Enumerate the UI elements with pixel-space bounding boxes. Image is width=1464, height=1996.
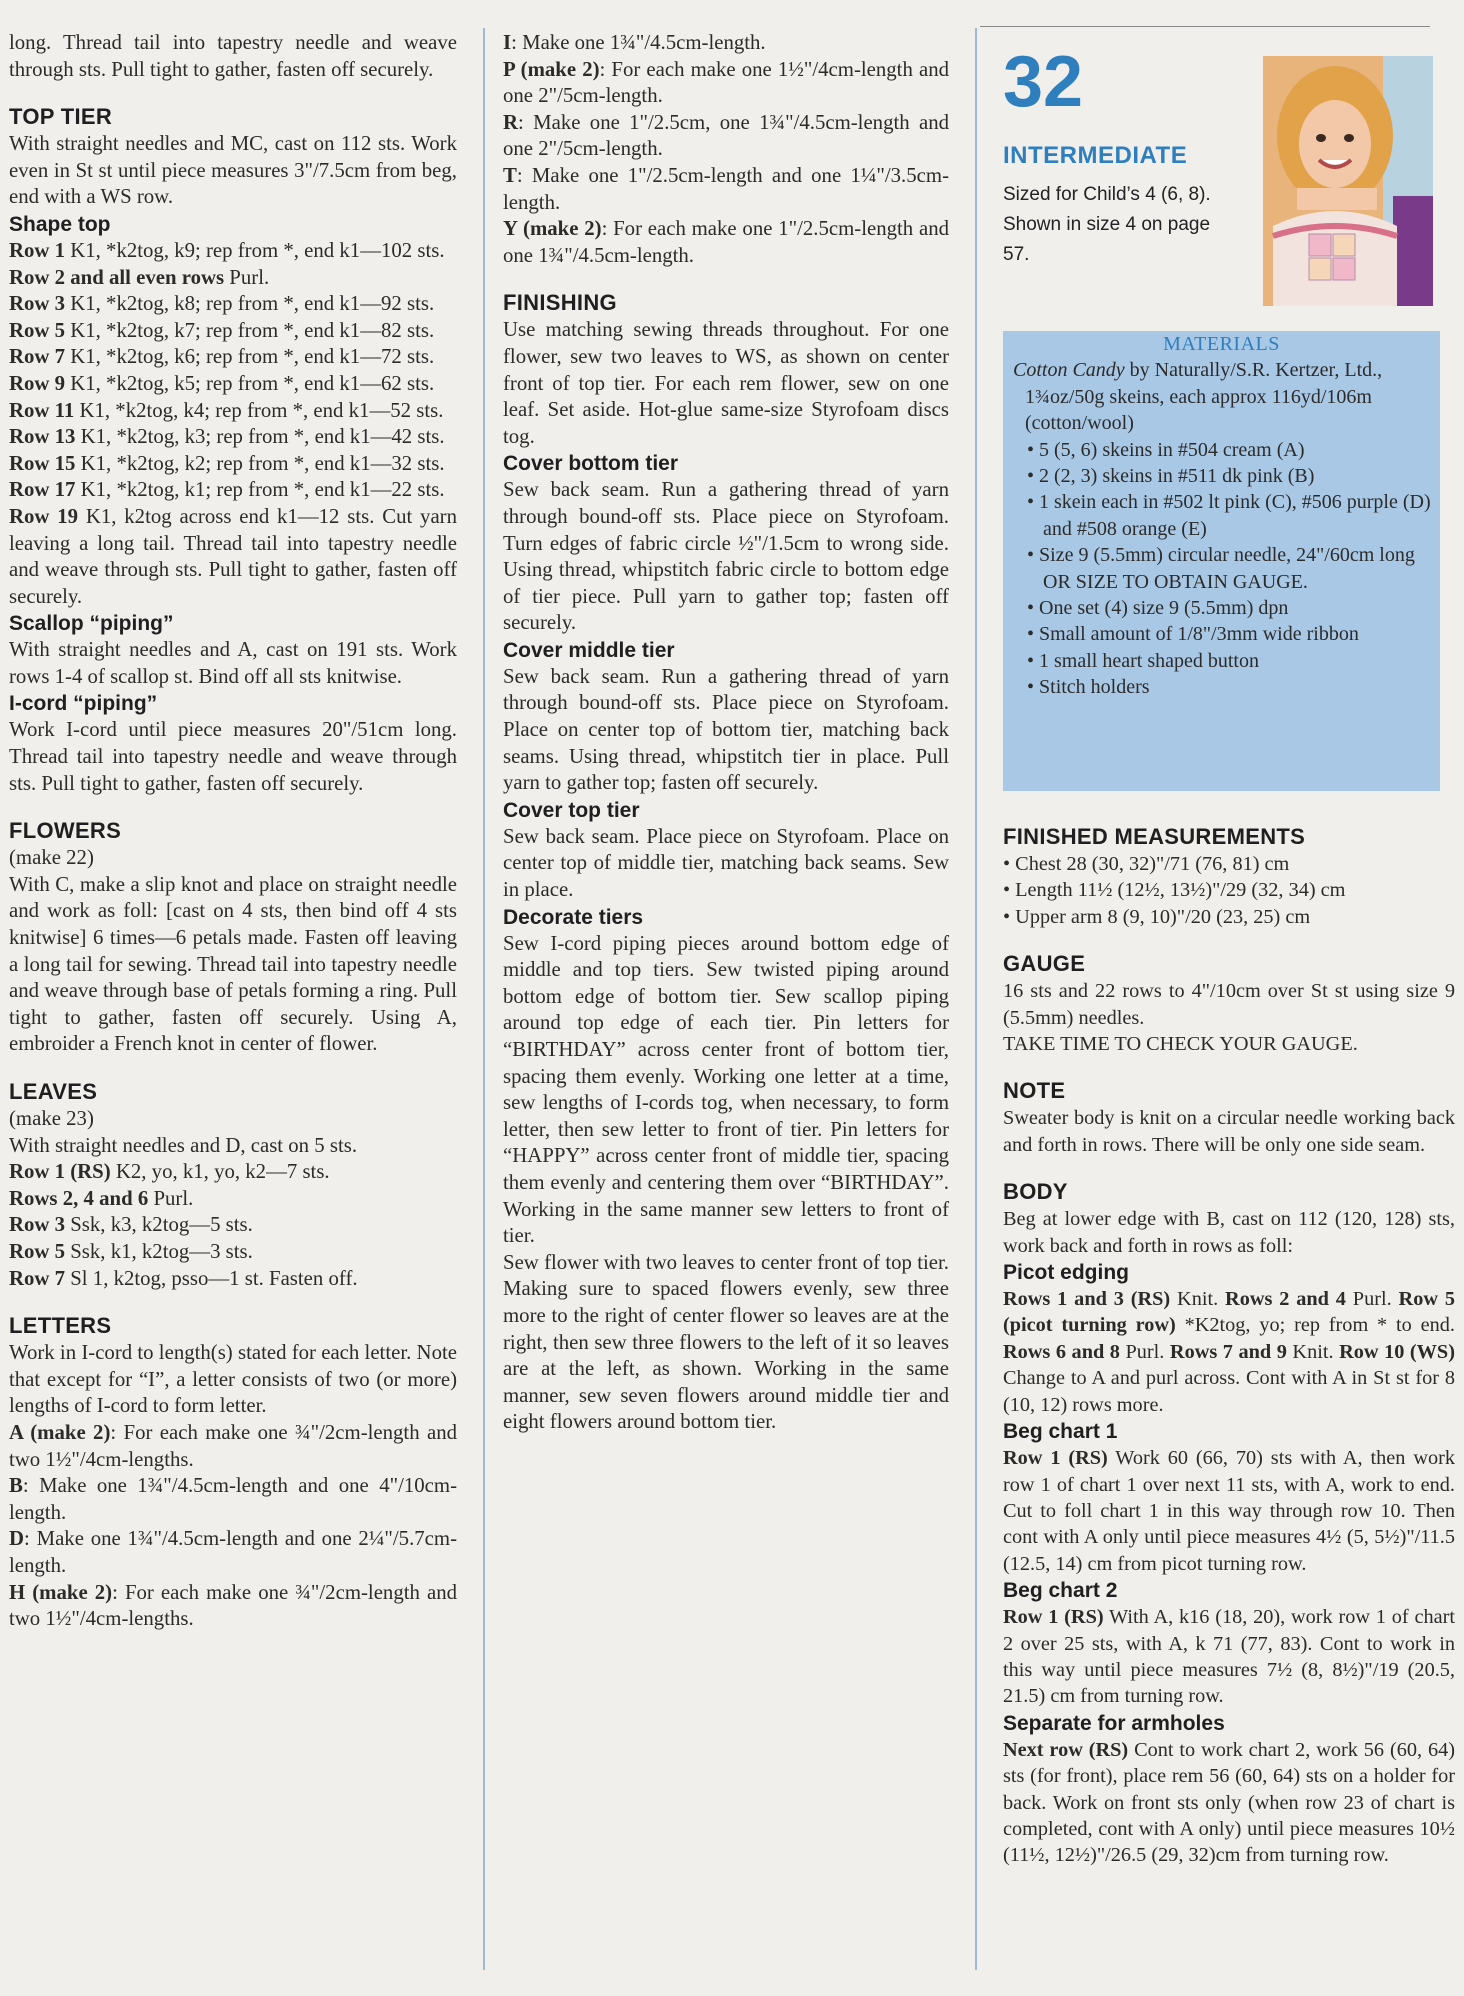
picot-heading: Picot edging bbox=[1003, 1261, 1129, 1285]
leaves-text: With straight needles and D, cast on 5 sts. bbox=[9, 1133, 358, 1157]
materials-list bbox=[1003, 437, 1440, 701]
instruction-row: Row 13 K1, *k2tog, k3; rep from *, end k1—42 sts. bbox=[9, 425, 445, 449]
letter-row: I: Make one 1¾"/4.5cm-length. bbox=[503, 31, 766, 54]
letter-row: H (make 2): For each make one ¾"/2cm-length and two 1½"/4cm-lengths. bbox=[9, 1580, 458, 1631]
column-right bbox=[1003, 28, 1455, 1867]
flowers-make: (make 22) bbox=[9, 846, 94, 870]
materials-item: • Stitch holders bbox=[1003, 674, 1440, 700]
sizing-text: Sized for Child’s 4 (6, 8). Shown in size 4 on page 57. bbox=[1003, 184, 1211, 265]
decorate-text-2: Sew flower with two leaves to center front of top tier. Making sure to spaced flowers evenly, sew three more to the right of center flower so leaves are at the right, then sew three flowers to the left of it so leaves are at the left, as shown. Working in the same manner, sew seven flowers around middle tier and eight flowers around bottom tier. bbox=[503, 1250, 949, 1434]
shape-top-heading: Shape top bbox=[9, 212, 111, 236]
instruction-row: Row 2 and all even rows Purl. bbox=[9, 265, 270, 289]
top-tier-heading: TOP TIER bbox=[9, 104, 113, 130]
scallop-heading: Scallop “piping” bbox=[9, 612, 174, 636]
measurement-item: • Length 11½ (12½, 13½)"/29 (32, 34) cm bbox=[1003, 879, 1346, 902]
instruction-row: Row 3 Ssk, k3, k2tog—5 sts. bbox=[9, 1213, 253, 1237]
gauge-heading: GAUGE bbox=[1003, 951, 1086, 977]
column-rule-right bbox=[975, 28, 977, 1970]
instruction-row: Row 15 K1, *k2tog, k2; rep from *, end k1—32 sts. bbox=[9, 451, 445, 475]
letter-row: A (make 2): For each make one ¾"/2cm-length and two 1½"/4cm-lengths. bbox=[9, 1420, 457, 1471]
decorate-heading: Decorate tiers bbox=[503, 905, 644, 929]
skill-level: INTERMEDIATE bbox=[1003, 142, 1188, 169]
armholes-text: Next row (RS) Cont to work chart 2, work 56 (60, 64) sts (for front), place rem 56 (60, 64) sts on a holder for back. Work on front sts only (when row 23 of chart is completed, cont with A only) until piece measures 10½ (11½, 12½)"/26.5 (29, 32)cm from turning row. bbox=[1003, 1738, 1455, 1867]
top-tier-text: With straight needles and MC, cast on 112 sts. Work even in St st until piece measures 3"/7.5cm from beg, end with a WS row. bbox=[9, 132, 457, 209]
finishing-heading: FINISHING bbox=[503, 290, 617, 316]
flowers-text: With C, make a slip knot and place on straight needle and work as foll: [cast on 4 sts, then bind off 4 sts knitwise] 6 times—6 petals made. Fasten off leaving a long tail for sewing. Thread tail into tapestry needle and weave through base of petals forming a ring. Pull tight to gather, fasten off securely. Using A, embroider a French knot in center of flower. bbox=[9, 872, 457, 1056]
measurement-item: • Upper arm 8 (9, 10)"/20 (23, 25) cm bbox=[1003, 905, 1311, 928]
note-text: Sweater body is knit on a circular needle working back and forth in rows. There will be only one side seam. bbox=[1003, 1107, 1455, 1156]
finishing-text: Use matching sewing threads throughout. For one flower, sew two leaves to WS, as shown on center front of top tier. For each rem flower, sew on one leaf. Set aside. Hot-glue same-size Styrofoam discs tog. bbox=[503, 318, 949, 448]
leaves-heading: LEAVES bbox=[9, 1079, 98, 1104]
leaves-make: (make 23) bbox=[9, 1107, 94, 1130]
gauge-text: 16 sts and 22 rows to 4"/10cm over St st using size 9 (5.5mm) needles. bbox=[1003, 980, 1455, 1029]
materials-item: • Small amount of 1/8"/3mm wide ribbon bbox=[1003, 621, 1440, 647]
materials-item: • 2 (2, 3) skeins in #511 dk pink (B) bbox=[1003, 463, 1440, 489]
materials-box bbox=[1003, 331, 1440, 791]
cover-middle-text: Sew back seam. Run a gathering thread of yarn through bound-off sts. Place piece on Styrofoam. Place on center top of bottom tier, matching back seams. Using thread, whipstitch tier in place. Pull yarn to gather top; fasten off securely. bbox=[503, 664, 949, 795]
materials-yarn: Cotton Candy by Naturally/S.R. Kertzer, Ltd., 1¾oz/50g skeins, each approx 116yd/106m (cotton/wool) bbox=[1013, 359, 1383, 435]
scallop-text: With straight needles and A, cast on 191 sts. Work rows 1-4 of scallop st. Bind off all sts knitwise. bbox=[9, 638, 457, 688]
decorate-text-1: Sew I-cord piping pieces around bottom edge of middle and top tiers. Sew twisted piping around bottom edge of bottom tier. Sew scallop piping around top edge of each tier. Pin letters for “BIRTHDAY” across center front of bottom tier, spacing them evenly. Working one letter at a time, sew lengths of I-cords tog, when necessary, to form letter, then sew letter to front of tier. Pin letters for “HAPPY” across center front of middle tier, spacing them evenly and centering them over “BIRTHDAY”. Working in the same manner sew letters to front of tier. bbox=[503, 931, 949, 1248]
measurement-item: • Chest 28 (30, 32)"/71 (76, 81) cm bbox=[1003, 853, 1290, 875]
chart2-heading: Beg chart 2 bbox=[1003, 1579, 1118, 1603]
child-photo bbox=[1263, 56, 1433, 306]
instruction-row: Row 1 (RS) K2, yo, k1, yo, k2—7 sts. bbox=[9, 1160, 330, 1184]
column-rule-left bbox=[483, 28, 485, 1970]
top-rule bbox=[980, 26, 1430, 27]
icord-text: Work I-cord until piece measures 20"/51cm long. Thread tail into tapestry needle and weave through sts. Pull tight to gather, fasten off securely. bbox=[9, 718, 457, 795]
instruction-row: Row 19 K1, k2tog across end k1—12 sts. Cut yarn leaving a long tail. Thread tail into tapestry needle and weave through sts. Pull tight to gather, fasten off securely. bbox=[9, 504, 458, 608]
picot-instructions: Rows 1 and 3 (RS) Knit. Rows 2 and 4 Purl. Row 5 (picot turning row) *K2tog, yo; rep from * to end. Rows 6 and 8 Purl. Rows 7 and 9 Knit. Row 10 (WS) Change to A and purl across. Cont with A in St st for 8 (10, 12) rows more. bbox=[1003, 1288, 1455, 1416]
column-left bbox=[9, 30, 457, 1633]
instruction-row: Row 5 Ssk, k1, k2tog—3 sts. bbox=[9, 1239, 253, 1263]
intro-text: long. Thread tail into tapestry needle and weave through sts. Pull tight to gather, fasten off securely. bbox=[9, 31, 457, 81]
instruction-row: Row 11 K1, *k2tog, k4; rep from *, end k1—52 sts. bbox=[9, 398, 444, 422]
letter-row: R: Make one 1"/2.5cm, one 1¾"/4.5cm-length and one 2"/5cm-length. bbox=[503, 110, 949, 161]
letter-row: D: Make one 1¾"/4.5cm-length and one 2¼"/5.7cm-length. bbox=[9, 1527, 457, 1577]
cover-bottom-heading: Cover bottom tier bbox=[503, 452, 679, 476]
instruction-row: Row 5 K1, *k2tog, k7; rep from *, end k1—82 sts. bbox=[9, 318, 435, 342]
instruction-row: Row 17 K1, *k2tog, k1; rep from *, end k1—22 sts. bbox=[9, 478, 445, 502]
gauge-check: TAKE TIME TO CHECK YOUR GAUGE. bbox=[1003, 1033, 1358, 1056]
instruction-row: Row 1 K1, *k2tog, k9; rep from *, end k1—102 sts. bbox=[9, 238, 445, 262]
cover-middle-heading: Cover middle tier bbox=[503, 638, 675, 662]
materials-item: • 5 (5, 6) skeins in #504 cream (A) bbox=[1003, 437, 1440, 463]
chart1-heading: Beg chart 1 bbox=[1003, 1420, 1118, 1444]
column-middle bbox=[503, 30, 949, 1436]
letters-text: Work in I-cord to length(s) stated for each letter. Note that except for “I”, a letter consists of two (or more) lengths of I-cord to form letter. bbox=[9, 1341, 457, 1418]
right-lower-content bbox=[1003, 823, 1455, 1869]
materials-item: • 1 small heart shaped button bbox=[1003, 648, 1440, 674]
materials-item: • Size 9 (5.5mm) circular needle, 24"/60cm long OR SIZE TO OBTAIN GAUGE. bbox=[1003, 542, 1440, 595]
instruction-row: Row 9 K1, *k2tog, k5; rep from *, end k1—62 sts. bbox=[9, 371, 435, 395]
cover-top-text: Sew back seam. Place piece on Styrofoam. Place on center top of middle tier, matching back seams. Sew in place. bbox=[503, 824, 949, 902]
letter-row: Y (make 2): For each make one 1"/2.5cm-length and one 1¾"/4.5cm-length. bbox=[503, 217, 949, 267]
cover-top-heading: Cover top tier bbox=[503, 798, 640, 822]
body-text: Beg at lower edge with B, cast on 112 (120, 128) sts, work back and forth in rows as foll: bbox=[1003, 1208, 1455, 1257]
finished-heading: FINISHED MEASUREMENTS bbox=[1003, 824, 1306, 849]
note-heading: NOTE bbox=[1003, 1078, 1066, 1104]
materials-title: MATERIALS bbox=[1163, 333, 1280, 355]
child-photo-illustration bbox=[1263, 56, 1433, 306]
icord-heading: I-cord “piping” bbox=[9, 692, 158, 716]
letters-heading: LETTERS bbox=[9, 1313, 112, 1339]
instruction-row: Row 3 K1, *k2tog, k8; rep from *, end k1—92 sts. bbox=[9, 292, 435, 316]
instruction-row: Rows 2, 4 and 6 Purl. bbox=[9, 1186, 194, 1210]
shape-top-rows bbox=[9, 238, 457, 610]
instruction-row: Row 7 Sl 1, k2tog, psso—1 st. Fasten off. bbox=[9, 1266, 358, 1290]
chart1-text: Row 1 (RS) Work 60 (66, 70) sts with A, then work row 1 of chart 1 over next 11 sts, with A, work to end. Cut to foll chart 1 in this way through row 10. Then cont with A only until piece measures 4½ (5, 5½)"/11.5 (12.5, 14) cm from picot turning row. bbox=[1003, 1447, 1455, 1575]
letter-row: B: Make one 1¾"/4.5cm-length and one 4"/10cm-length. bbox=[9, 1474, 457, 1524]
materials-item: • One set (4) size 9 (5.5mm) dpn bbox=[1003, 595, 1440, 621]
armholes-heading: Separate for armholes bbox=[1003, 1711, 1225, 1735]
letter-row: P (make 2): For each make one 1½"/4cm-length and one 2"/5cm-length. bbox=[503, 57, 949, 108]
cover-bottom-text: Sew back seam. Run a gathering thread of yarn through bound-off sts. Place piece on Styrofoam. Turn edges of fabric circle ½"/1.5cm to wrong side. Using thread, whipstitch fabric circle to bottom edge of tier piece. Pull yarn to gather top; fasten off securely. bbox=[503, 478, 949, 635]
chart2-text: Row 1 (RS) With A, k16 (18, 20), work row 1 of chart 2 over 25 sts, with A, k 71 (77, 83). Cont to work in this way until piece measures 7½ (8, 8½)"/19 (20.5, 21.5) cm from turning row. bbox=[1003, 1606, 1455, 1708]
body-heading: BODY bbox=[1003, 1179, 1068, 1205]
materials-item: • 1 skein each in #502 lt pink (C), #506 purple (D) and #508 orange (E) bbox=[1003, 489, 1440, 542]
instruction-row: Row 7 K1, *k2tog, k6; rep from *, end k1—72 sts. bbox=[9, 345, 435, 369]
flowers-heading: FLOWERS bbox=[9, 818, 122, 844]
pattern-number: 32 bbox=[1003, 42, 1084, 122]
letter-row: T: Make one 1"/2.5cm-length and one 1¼"/3.5cm-length. bbox=[503, 163, 949, 214]
